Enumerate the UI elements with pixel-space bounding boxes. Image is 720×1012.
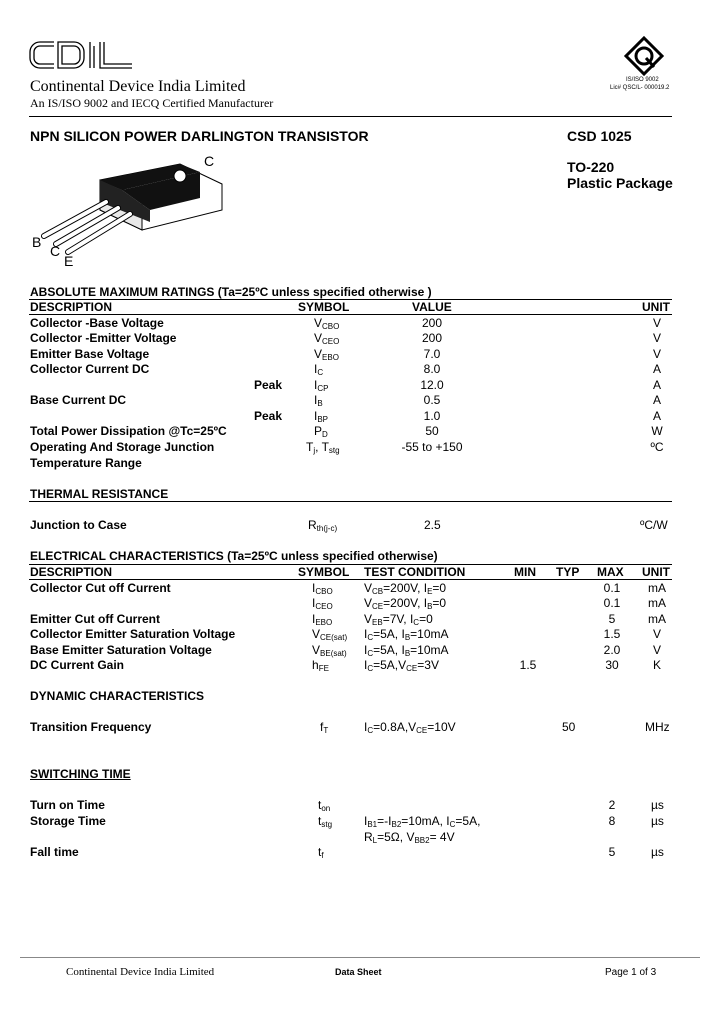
dynamic-typ: 50 — [562, 720, 576, 734]
cond-part: =200V, I — [383, 596, 428, 610]
abs-row-symbol-sub: j — [313, 446, 316, 455]
abs-row-desc: Emitter Base Voltage — [30, 347, 150, 361]
elec-row-condition — [364, 658, 439, 673]
abs-row-value: 8.0 — [423, 362, 441, 376]
dynamic-desc: Transition Frequency — [30, 720, 152, 734]
elec-row-condition — [364, 612, 433, 627]
abs-row-value: 0.5 — [423, 393, 441, 407]
cond-sub: C — [367, 633, 374, 642]
elec-header-min: MIN — [514, 565, 536, 579]
elec-row-symbol — [312, 643, 347, 658]
abs-row-value: 200 — [421, 331, 443, 345]
abs-row-unit: ºC — [650, 440, 664, 454]
company-name: Continental Device India Limited — [30, 78, 246, 95]
sw-row-symbol-main: t — [318, 845, 322, 859]
abs-row-symbol — [314, 409, 328, 424]
abs-row-symbol-sub: C — [317, 368, 324, 377]
cond-part: I — [364, 627, 368, 641]
elec-header-symbol: SYMBOL — [298, 565, 350, 579]
switching-condition-2 — [364, 830, 455, 845]
sw-row-max: 2 — [608, 798, 616, 812]
sw-c1cs: C — [449, 820, 456, 829]
elec-row-symbol-sub: CBO — [315, 587, 333, 596]
sw-c2a: R — [364, 830, 373, 844]
sw-row-desc: Storage Time — [30, 814, 106, 828]
abs-row-symbol — [314, 393, 323, 408]
abs-row-value: 7.0 — [423, 347, 441, 361]
elec-header-condition: TEST CONDITION — [364, 565, 466, 579]
elec-header-max: MAX — [597, 565, 624, 579]
dynamic-unit: MHz — [645, 720, 670, 734]
elec-header-typ: TYP — [556, 565, 580, 579]
sw-row-symbol-sub: f — [321, 851, 324, 860]
abs-row-unit: V — [652, 347, 661, 361]
abs-row-symbol — [314, 362, 323, 377]
abs-row-symbol — [314, 424, 328, 439]
elec-row-symbol-sub: BE(sat) — [320, 649, 347, 658]
cond-part: =10mA — [410, 643, 449, 657]
elec-row-symbol-main: h — [312, 658, 319, 672]
cond-part: =200V, I — [383, 581, 428, 595]
sw-c1c: =10mA, I — [401, 814, 450, 828]
elec-row-desc: Base Emitter Saturation Voltage — [30, 643, 212, 657]
abs-row-symbol-sub: CP — [317, 384, 329, 393]
dynamic-sym: f — [320, 720, 324, 734]
elec-row-condition — [364, 596, 446, 611]
cond-part: =5A, I — [373, 627, 405, 641]
abs-row-symbol-sub: B — [317, 399, 323, 408]
sw-c1as: B1 — [367, 820, 378, 829]
abs-row-desc: Collector -Emitter Voltage — [30, 331, 177, 345]
certification-badge — [624, 36, 664, 76]
cond-part: V — [364, 581, 373, 595]
elec-row-symbol-sub: CEO — [315, 602, 333, 611]
elec-row-unit: mA — [648, 596, 666, 610]
elec-row-symbol-sub: CE(sat) — [320, 633, 348, 642]
company-tagline: An IS/ISO 9002 and IECQ Certified Manufacturer — [30, 96, 274, 110]
cond-sub: C — [367, 664, 374, 673]
elec-row-symbol — [312, 658, 329, 673]
cond-part: =0 — [419, 612, 433, 626]
cert-line-1: IS/ISO 9002 — [626, 77, 659, 83]
abs-row-symbol-sub: CEO — [322, 337, 340, 346]
abs-row-value: 50 — [425, 424, 439, 438]
elec-header-description: DESCRIPTION — [30, 565, 113, 579]
abs-row-symbol-sub: EBO — [322, 353, 339, 362]
abs-row-value: -55 to +150 — [401, 440, 463, 454]
abs-row-symbol — [314, 347, 339, 362]
cond-sub: CE — [372, 602, 384, 611]
elec-row-condition — [364, 581, 446, 596]
elec-row-desc: DC Current Gain — [30, 658, 125, 672]
elec-row-symbol-sub: EBO — [315, 618, 333, 627]
sw-row-symbol-sub: stg — [321, 820, 333, 829]
pin-label-b: B — [32, 234, 42, 250]
sw-c2as: L — [372, 836, 378, 845]
sw-row-symbol-main: t — [318, 798, 322, 812]
abs-row-symbol — [314, 316, 339, 331]
abs-header-symbol: SYMBOL — [298, 300, 350, 314]
dynamic-condition — [364, 720, 456, 735]
abs-row-desc: Total Power Dissipation @Tc=25ºC — [30, 424, 227, 438]
footer-page: Page 1 of 3 — [605, 967, 657, 978]
cond-sub: E — [427, 587, 433, 596]
abs-temp-range-line: Temperature Range — [30, 456, 142, 470]
abs-row-symbol-sub: CBO — [322, 322, 340, 331]
part-number: CSD 1025 — [567, 128, 632, 144]
elec-row-desc: Collector Emitter Saturation Voltage — [30, 627, 236, 641]
elec-row-symbol-main: V — [312, 643, 321, 657]
cond-sub: B — [404, 633, 411, 642]
sw-row-symbol — [318, 798, 330, 813]
abs-row-sub: Peak — [254, 378, 283, 392]
abs-row-unit: A — [652, 393, 661, 407]
abs-row-symbol — [306, 440, 340, 455]
thermal-sym: R — [308, 518, 317, 532]
abs-row-symbol — [314, 331, 339, 346]
elec-row-max: 2.0 — [603, 643, 621, 657]
cond-sub: B — [427, 602, 433, 611]
sw-row-unit: µs — [651, 814, 664, 828]
abs-header-unit: UNIT — [642, 300, 670, 314]
footer-doc-type: Data Sheet — [335, 967, 382, 977]
sw-c1b: =-I — [377, 814, 392, 828]
abs-row-value: 1.0 — [423, 409, 441, 423]
elec-row-unit: mA — [648, 612, 666, 626]
abs-header-value: VALUE — [412, 300, 452, 314]
switching-condition-1 — [364, 814, 480, 829]
abs-row-value: 200 — [421, 316, 443, 330]
cond-part: =3V — [417, 658, 439, 672]
elec-row-symbol-main: V — [312, 627, 321, 641]
cond-sub: CE — [406, 664, 418, 673]
thermal-symsub: th(j-c) — [316, 524, 338, 533]
package-type: TO-220 — [567, 159, 615, 175]
abs-row-symbol-main: P — [314, 424, 323, 438]
thermal-unit: ºC/W — [640, 518, 668, 532]
thermal-title: THERMAL RESISTANCE — [30, 487, 169, 501]
abs-row-symbol-main: V — [314, 316, 323, 330]
cond-part: I — [364, 643, 368, 657]
device-type-title: NPN SILICON POWER DARLINGTON TRANSISTOR — [30, 128, 369, 144]
abs-row-unit: W — [651, 424, 663, 438]
electrical-title: ELECTRICAL CHARACTERISTICS (Ta=25ºC unless specified otherwise) — [30, 549, 438, 563]
thermal-symbol — [308, 518, 337, 533]
cond-part: V — [364, 612, 373, 626]
sw-c2bs: BB2 — [414, 836, 430, 845]
switching-title: SWITCHING TIME — [30, 767, 131, 781]
pin-label-c-tab: C — [204, 153, 215, 169]
sw-c1d: =5A, — [455, 814, 481, 828]
abs-row-unit: A — [652, 378, 661, 392]
sw-row-desc: Turn on Time — [30, 798, 105, 812]
elec-row-max: 0.1 — [603, 581, 621, 595]
cond-sub: CB — [372, 587, 384, 596]
cdil-logo-icon — [28, 36, 136, 74]
abs-row-symbol-main: I — [314, 393, 318, 407]
abs-row-symbol-main2: , T — [315, 440, 329, 454]
abs-row-symbol-sub2: stg — [328, 446, 340, 455]
abs-row-symbol-main: I — [314, 409, 318, 423]
footer-company: Continental Device India Limited — [66, 966, 215, 978]
logo — [28, 36, 136, 74]
abs-row-unit: A — [652, 362, 661, 376]
elec-row-symbol — [312, 627, 347, 642]
abs-row-symbol — [314, 378, 328, 393]
sw-c1bs: B2 — [391, 820, 402, 829]
cond-sub: C — [367, 649, 374, 658]
dyn-c1s: C — [367, 726, 374, 735]
elec-row-symbol-sub: FE — [318, 664, 329, 673]
elec-row-unit: K — [652, 658, 661, 672]
abs-row-symbol-sub: D — [322, 430, 328, 439]
cond-sub: C — [413, 618, 420, 627]
sw-row-desc: Fall time — [30, 845, 79, 859]
sw-row-symbol — [318, 845, 324, 860]
abs-row-desc: Collector Current DC — [30, 362, 150, 376]
dynamic-title: DYNAMIC CHARACTERISTICS — [30, 689, 204, 703]
iso-cert-icon — [624, 36, 664, 76]
sw-c2b: =5Ω, V — [377, 830, 415, 844]
elec-row-symbol-main: I — [312, 596, 316, 610]
cond-sub: B — [404, 649, 411, 658]
abs-max-title: ABSOLUTE MAXIMUM RATINGS (Ta=25ºC unless specified otherwise ) — [30, 285, 432, 299]
elec-row-condition — [364, 627, 449, 642]
cond-part: =5A,V — [373, 658, 407, 672]
sw-row-symbol — [318, 814, 332, 829]
sw-row-unit: µs — [651, 798, 664, 812]
cond-part: =5A, I — [373, 643, 405, 657]
cond-sub: EB — [372, 618, 383, 627]
abs-row-symbol-main: V — [314, 347, 323, 361]
elec-row-desc: Emitter Cut off Current — [30, 612, 160, 626]
sw-row-max: 8 — [608, 814, 616, 828]
dynamic-symbol — [320, 720, 328, 735]
abs-row-symbol-main: V — [314, 331, 323, 345]
dyn-c1: I — [364, 720, 368, 734]
elec-row-condition — [364, 643, 449, 658]
elec-header-unit: UNIT — [642, 565, 670, 579]
abs-row-desc: Operating And Storage Junction — [30, 440, 215, 454]
cond-part: I — [364, 658, 368, 672]
cond-part: =0 — [432, 581, 447, 595]
abs-row-desc: Collector -Base Voltage — [30, 316, 164, 330]
elec-row-symbol — [312, 596, 333, 611]
pin-label-e: E — [64, 253, 74, 269]
sw-row-symbol-main: t — [318, 814, 322, 828]
abs-row-value: 12.0 — [420, 378, 444, 392]
cond-part: =10mA — [410, 627, 449, 641]
thermal-value: 2.5 — [424, 518, 441, 532]
cond-part: =7V, I — [382, 612, 414, 626]
elec-row-desc: Collector Cut off Current — [30, 581, 171, 595]
abs-row-symbol-main: I — [314, 378, 318, 392]
abs-row-symbol-sub: BP — [317, 415, 329, 424]
thermal-desc: Junction to Case — [30, 518, 127, 532]
elec-row-max: 30 — [605, 658, 619, 672]
elec-row-symbol-main: I — [312, 612, 316, 626]
abs-row-unit: V — [652, 331, 661, 345]
pin-label-c: C — [50, 243, 61, 259]
sw-row-symbol-sub: on — [321, 804, 331, 813]
elec-row-symbol — [312, 612, 332, 627]
abs-row-desc: Base Current DC — [30, 393, 127, 407]
dyn-c2s: CE — [416, 726, 428, 735]
cond-part: V — [364, 596, 373, 610]
dynamic-symsub: T — [323, 726, 329, 735]
abs-row-sub: Peak — [254, 409, 283, 423]
elec-row-max: 1.5 — [603, 627, 621, 641]
sw-c1a: I — [364, 814, 368, 828]
elec-row-max: 5 — [608, 612, 616, 626]
elec-row-unit: mA — [648, 581, 666, 595]
sw-row-unit: µs — [651, 845, 664, 859]
abs-row-unit: A — [652, 409, 661, 423]
cert-line-2: Lic# QSC/L- 000019.2 — [610, 85, 670, 91]
sw-row-max: 5 — [608, 845, 616, 859]
elec-row-unit: V — [652, 627, 661, 641]
abs-row-unit: V — [652, 316, 661, 330]
package-material: Plastic Package — [567, 175, 673, 191]
dyn-c2: =0.8A,V — [373, 720, 417, 734]
abs-header-description: DESCRIPTION — [30, 300, 113, 314]
elec-row-min: 1.5 — [519, 658, 537, 672]
abs-row-symbol-main: I — [314, 362, 318, 376]
elec-row-symbol-main: I — [312, 581, 316, 595]
elec-row-max: 0.1 — [603, 596, 621, 610]
elec-row-unit: V — [652, 643, 661, 657]
sw-c2c: = 4V — [429, 830, 455, 844]
elec-row-symbol — [312, 581, 333, 596]
abs-row-symbol-main: T — [306, 440, 314, 454]
dyn-c3: =10V — [427, 720, 456, 734]
cond-part: =0 — [432, 596, 447, 610]
